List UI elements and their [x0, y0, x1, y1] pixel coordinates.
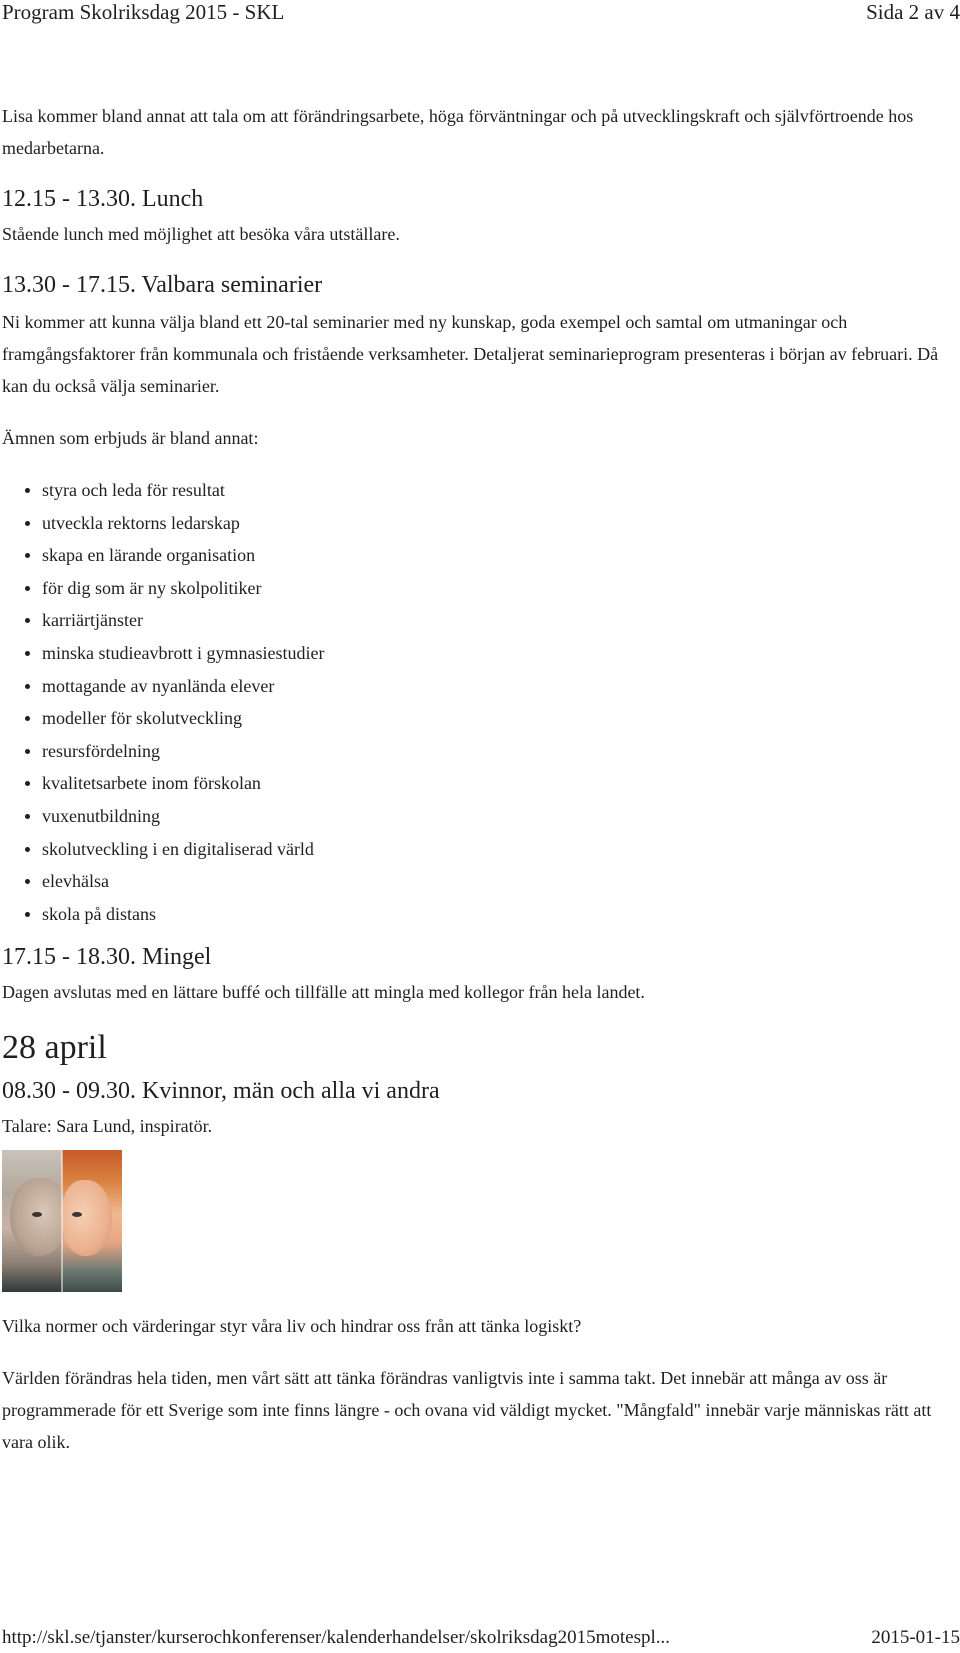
seminars-heading: 13.30 - 17.15. Valbara seminarier: [2, 272, 323, 298]
mingel-text: Dagen avslutas med en lättare buffé och tillfälle att mingla med kollegor från hela landet.: [2, 982, 645, 1003]
print-date: 2015-01-15: [871, 1627, 960, 1648]
seminars-text: Ni kommer att kunna välja bland ett 20-tal seminarier med ny kunskap, goda exempel och samtal om utmaningar och framgångsfaktorer från kommunala och fristående verksamheter. Detaljerat seminarieprogram presenteras i början av februari. Då kan du också välja seminarier.: [2, 312, 939, 396]
lunch-text: Stående lunch med möjlighet att besöka våra utställare.: [2, 224, 400, 244]
list-item: resursfördelning: [42, 735, 942, 768]
page-number: Sida 2 av 4: [866, 0, 960, 24]
speaker-text: Talare: Sara Lund, inspiratör.: [2, 1116, 213, 1137]
list-item: kvalitetsarbete inom förskolan: [42, 767, 942, 800]
list-item: karriärtjänster: [42, 604, 942, 637]
mingel-heading: 17.15 - 18.30. Mingel: [2, 944, 212, 971]
list-item: skapa en lärande organisation: [42, 539, 942, 572]
topics-list: [2, 474, 942, 930]
topics-intro: Ämnen som erbjuds är bland annat:: [2, 428, 259, 448]
list-item: styra och leda för resultat: [42, 474, 942, 507]
page-footer: [0, 1626, 960, 1653]
list-item: modeller för skolutveckling: [42, 702, 942, 735]
session-text: Världen förändras hela tiden, men vårt sätt att tänka förändras vanligtvis inte i samma takt. Det innebär att många av oss är programmerade för ett Sverige som inte finns längre - och ovana vid väldigt mycket. "Mångfald" innebär varje människas rätt att vara olik.: [2, 1368, 932, 1453]
session-question: Vilka normer och värderingar styr våra liv och hindrar oss från att tänka logiskt?: [2, 1316, 582, 1337]
list-item: minska studieavbrott i gymnasiestudier: [42, 637, 942, 670]
list-item: elevhälsa: [42, 865, 942, 898]
list-item: utveckla rektorns ledarskap: [42, 507, 942, 540]
list-item: mottagande av nyanlända elever: [42, 670, 942, 703]
page-content: [2, 100, 942, 1458]
list-item: skola på distans: [42, 898, 942, 931]
session-heading: 08.30 - 09.30. Kvinnor, män och alla vi andra: [2, 1078, 440, 1105]
source-url: http://skl.se/tjanster/kurserochkonferenser/kalenderhandelser/skolriksdag2015motespl...: [2, 1627, 670, 1648]
list-item: för dig som är ny skolpolitiker: [42, 572, 942, 605]
intro-paragraph: Lisa kommer bland annat att tala om att förändringsarbete, höga förväntningar och på utvecklingskraft och självförtroende hos medarbetarna.: [2, 106, 914, 158]
lunch-heading: 12.15 - 13.30. Lunch: [2, 186, 204, 212]
page-header: [0, 0, 960, 26]
list-item: skolutveckling i en digitaliserad värld: [42, 833, 942, 866]
list-item: vuxenutbildning: [42, 800, 942, 833]
day-heading: 28 april: [2, 1029, 107, 1067]
document-title: Program Skolriksdag 2015 - SKL: [2, 0, 285, 24]
speaker-photo: [2, 1150, 122, 1292]
